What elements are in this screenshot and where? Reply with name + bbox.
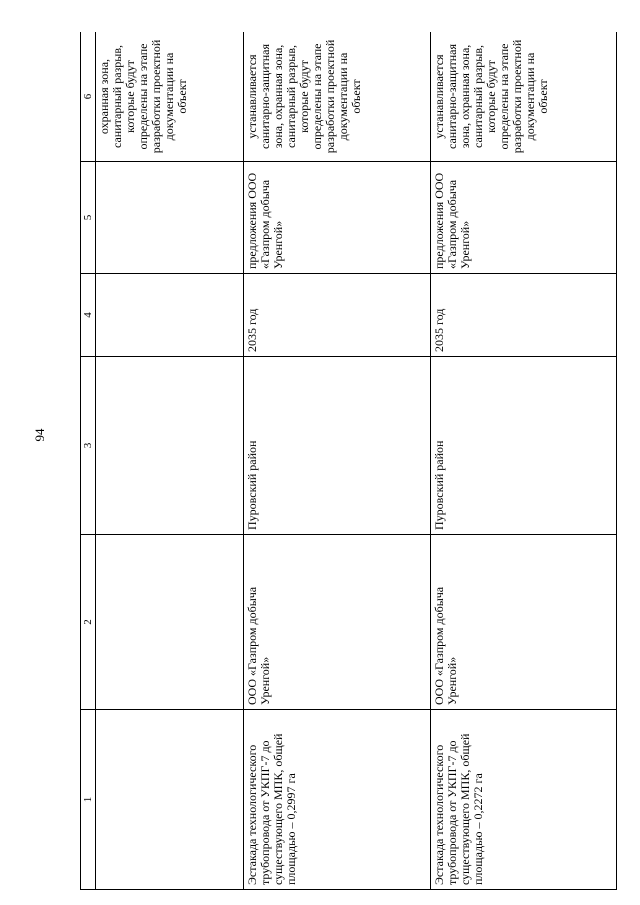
table-cell: устанавливается санитарно-защитная зона, охранная зона, санитарный разрыв, которые будут определены на этапе разработки проектной документации на объект [244,32,430,162]
table-cell: Эстакада технологического трубопровода от УКПГ-7 до существующего МПК, общей площадью – 0,2997 га [244,710,430,890]
header-cell: 1 [81,710,96,890]
header-cell: 4 [81,274,96,357]
table-cell: охранная зона, санитарный разрыв, которые будут определены на этапе разработки проектной документации на объект [96,32,244,162]
table-cell: предложения ООО «Газпром добыча Уренгой» [430,162,616,274]
table-cell [96,274,244,357]
document-table [80,32,617,890]
table-row [430,32,616,890]
header-cell: 5 [81,162,96,274]
table-cell: ООО «Газпром добыча Уренгой» [244,535,430,710]
page-number: 94 [32,428,47,442]
table-row [96,32,244,890]
header-cell: 6 [81,32,96,162]
table-cell [96,357,244,535]
table-cell [96,710,244,890]
table-cell [96,535,244,710]
table-cell: ООО «Газпром добыча Уренгой» [430,535,616,710]
table-cell [96,162,244,274]
rotated-table-container [80,32,617,890]
table-cell: 2035 год [430,274,616,357]
header-cell: 2 [81,535,96,710]
table-cell: предложения ООО «Газпром добыча Уренгой» [244,162,430,274]
table-cell: Пуровский район [244,357,430,535]
header-cell: 3 [81,357,96,535]
table-cell: Эстакада технологического трубопровода от УКПГ-7 до существующего МПК, общей площадью – 0,2272 га [430,710,616,890]
table-header-row [81,32,96,890]
table-cell: Пуровский район [430,357,616,535]
table-cell: 2035 год [244,274,430,357]
table-row [244,32,430,890]
table-cell: устанавливается санитарно-защитная зона, охранная зона, санитарный разрыв, которые будут определены на этапе разработки проектной документации на объект [430,32,616,162]
